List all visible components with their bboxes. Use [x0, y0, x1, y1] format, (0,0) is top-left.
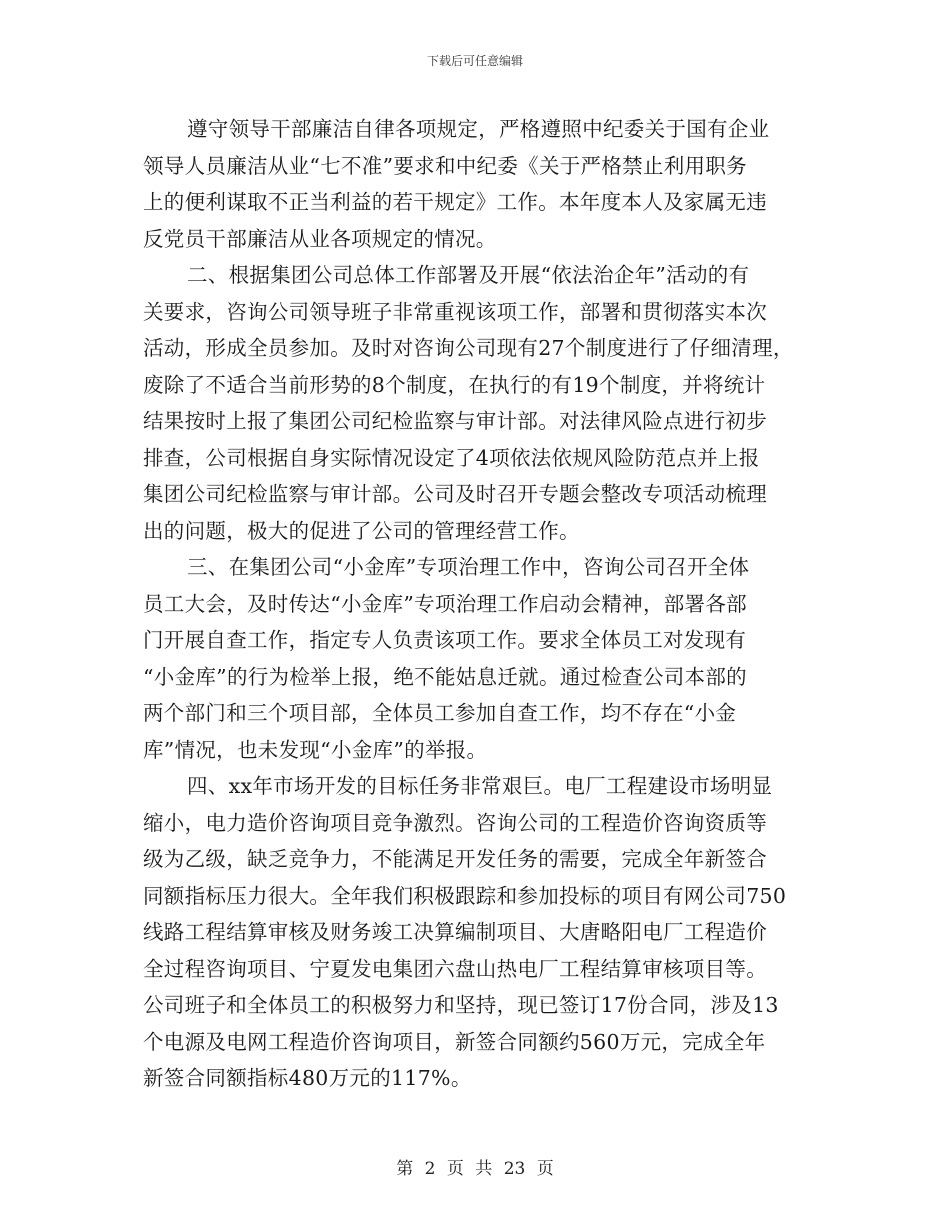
- paragraph-first-line: 四、xx年市场开发的目标任务非常艰巨。电厂工程建设市场明显: [187, 774, 773, 798]
- text-line: 活动，形成全员参加。及时对咨询公司现有27个制度进行了仔细清理，: [143, 336, 794, 360]
- text-line: 废除了不适合当前形势的8个制度，在执行的有19个制度，并将统计: [143, 372, 766, 397]
- text-line: 缩小，电力造价咨询项目竞争激烈。咨询公司的工程造价咨询资质等: [143, 810, 767, 835]
- paragraph-first-line: 三、在集团公司“小金库”专项治理工作中，咨询公司召开全体: [187, 555, 750, 579]
- paragraph-first-line: 遵守领导干部廉洁自律各项规定，严格遵照中纪委关于国有企业: [187, 117, 770, 141]
- text-line: 个电源及电网工程造价咨询项目，新签合同额约560万元，完成全年: [143, 1029, 766, 1054]
- text-line: 两个部门和三个项目部，全体员工参加自查工作，均不存在“小金: [143, 701, 737, 725]
- text-line: 库”情况，也未发现“小金库”的举报。: [143, 737, 488, 762]
- text-line: 排查，公司根据自身实际情况设定了4项依法依规风险防范点并上报: [143, 445, 760, 470]
- text-line: 集团公司纪检监察与审计部。公司及时召开专题会整改专项活动梳理: [143, 482, 767, 506]
- text-line: 领导人员廉洁从业“七不准”要求和中纪委《关于严格禁止利用职务: [143, 153, 747, 178]
- text-line: 员工大会，及时传达“小金库”专项治理工作启动会精神，部署各部: [143, 591, 747, 616]
- paragraph-first-line: 二、根据集团公司总体工作部署及开展“依法治企年”活动的有: [187, 263, 750, 287]
- page-number-footer: 第 2 页 共 23 页: [396, 1159, 554, 1179]
- text-line: 出的问题，极大的促进了公司的管理经营工作。: [143, 518, 580, 543]
- text-line: 门开展自查工作，指定专人负责该项工作。要求全体员工对发现有: [143, 628, 747, 652]
- text-line: 新签合同额指标480万元的117%。: [143, 1066, 472, 1090]
- text-line: 关要求，咨询公司领导班子非常重视该项工作，部署和贯彻落实本次: [143, 299, 767, 324]
- text-line: 上的便利谋取不正当利益的若干规定》工作。本年度本人及家属无违: [143, 190, 767, 214]
- text-line: 结果按时上报了集团公司纪检监察与审计部。对法律风险点进行初步: [143, 409, 767, 433]
- text-line: 同额指标压力很大。全年我们积极跟踪和参加投标的项目有网公司750: [143, 883, 787, 908]
- document-body: [143, 111, 813, 1097]
- page-header: 下载后可任意编辑: [426, 54, 523, 68]
- text-line: 反党员干部廉洁从业各项规定的情况。: [143, 226, 497, 251]
- text-line: 全过程咨询项目、宁夏发电集团六盘山热电厂工程结算审核项目等。: [143, 956, 767, 981]
- text-line: “小金库”的行为检举上报，绝不能姑息迁就。通过检查公司本部的: [143, 664, 747, 689]
- text-line: 线路工程结算审核及财务竣工决算编制项目、大唐略阳电厂工程造价: [143, 920, 767, 944]
- text-line: 级为乙级，缺乏竞争力，不能满足开发任务的需要，完成全年新签合: [143, 847, 767, 871]
- text-line: 公司班子和全体员工的积极努力和坚持，现已签订17份合同，涉及13: [143, 993, 779, 1017]
